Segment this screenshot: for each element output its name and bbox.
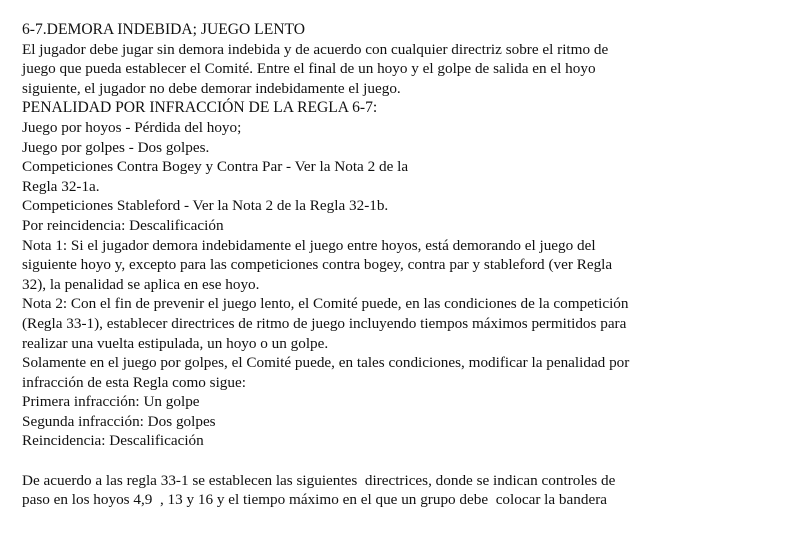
note-2-line: Nota 2: Con el fin de prevenir el juego lento, el Comité puede, en las condiciones de la competición <box>22 295 629 313</box>
note-1-line: Nota 1: Si el jugador demora indebidamente el juego entre hoyos, está demorando el juego del <box>22 236 596 254</box>
closing-line: De acuerdo a las regla 33-1 se establecen las siguientes directrices, donde se indican controles de <box>22 471 616 489</box>
penalty-item: Competiciones Stableford - Ver la Nota 2 de la Regla 32-1b. <box>22 197 389 215</box>
intro-line: El jugador debe jugar sin demora indebida y de acuerdo con cualquier directriz sobre el ritmo de <box>22 40 609 58</box>
stroke-play-line: infracción de esta Regla como sigue: <box>22 373 246 391</box>
infraction-item: Reincidencia: Descalificación <box>22 432 204 450</box>
paragraph-spacer <box>22 451 792 471</box>
note-2-line: (Regla 33-1), establecer directrices de ritmo de juego incluyendo tiempos máximos permitidos para <box>22 314 627 332</box>
penalty-item: Competiciones Contra Bogey y Contra Par - Ver la Nota 2 de la <box>22 158 409 176</box>
document-body <box>22 20 792 510</box>
infraction-item: Segunda infracción: Dos golpes <box>22 412 216 430</box>
penalty-item: Juego por golpes - Dos golpes. <box>22 138 210 156</box>
stroke-play-line: Solamente en el juego por golpes, el Comité puede, en tales condiciones, modificar la penalidad por <box>22 354 630 372</box>
penalty-item: Regla 32-1a. <box>22 177 100 195</box>
rule-title: 6-7.DEMORA INDEBIDA; JUEGO LENTO <box>22 21 305 38</box>
intro-line: juego que pueda establecer el Comité. Entre el final de un hoyo y el golpe de salida en el hoyo <box>22 60 596 78</box>
penalty-item: Juego por hoyos - Pérdida del hoyo; <box>22 118 242 136</box>
penalty-heading: PENALIDAD POR INFRACCIÓN DE LA REGLA 6-7: <box>22 99 378 117</box>
note-2-line: realizar una vuelta estipulada, un hoyo o un golpe. <box>22 334 329 352</box>
closing-line: paso en los hoyos 4,9 , 13 y 16 y el tiempo máximo en el que un grupo debe colocar la bandera <box>22 491 607 509</box>
note-1-line: siguiente hoyo y, excepto para las competiciones contra bogey, contra par y stableford (ver Regla <box>22 256 613 274</box>
infraction-item: Primera infracción: Un golpe <box>22 393 200 411</box>
penalty-item: Por reincidencia: Descalificación <box>22 216 224 234</box>
intro-line: siguiente, el jugador no debe demorar indebidamente el juego. <box>22 79 401 97</box>
note-1-line: 32), la penalidad se aplica en ese hoyo. <box>22 275 260 293</box>
